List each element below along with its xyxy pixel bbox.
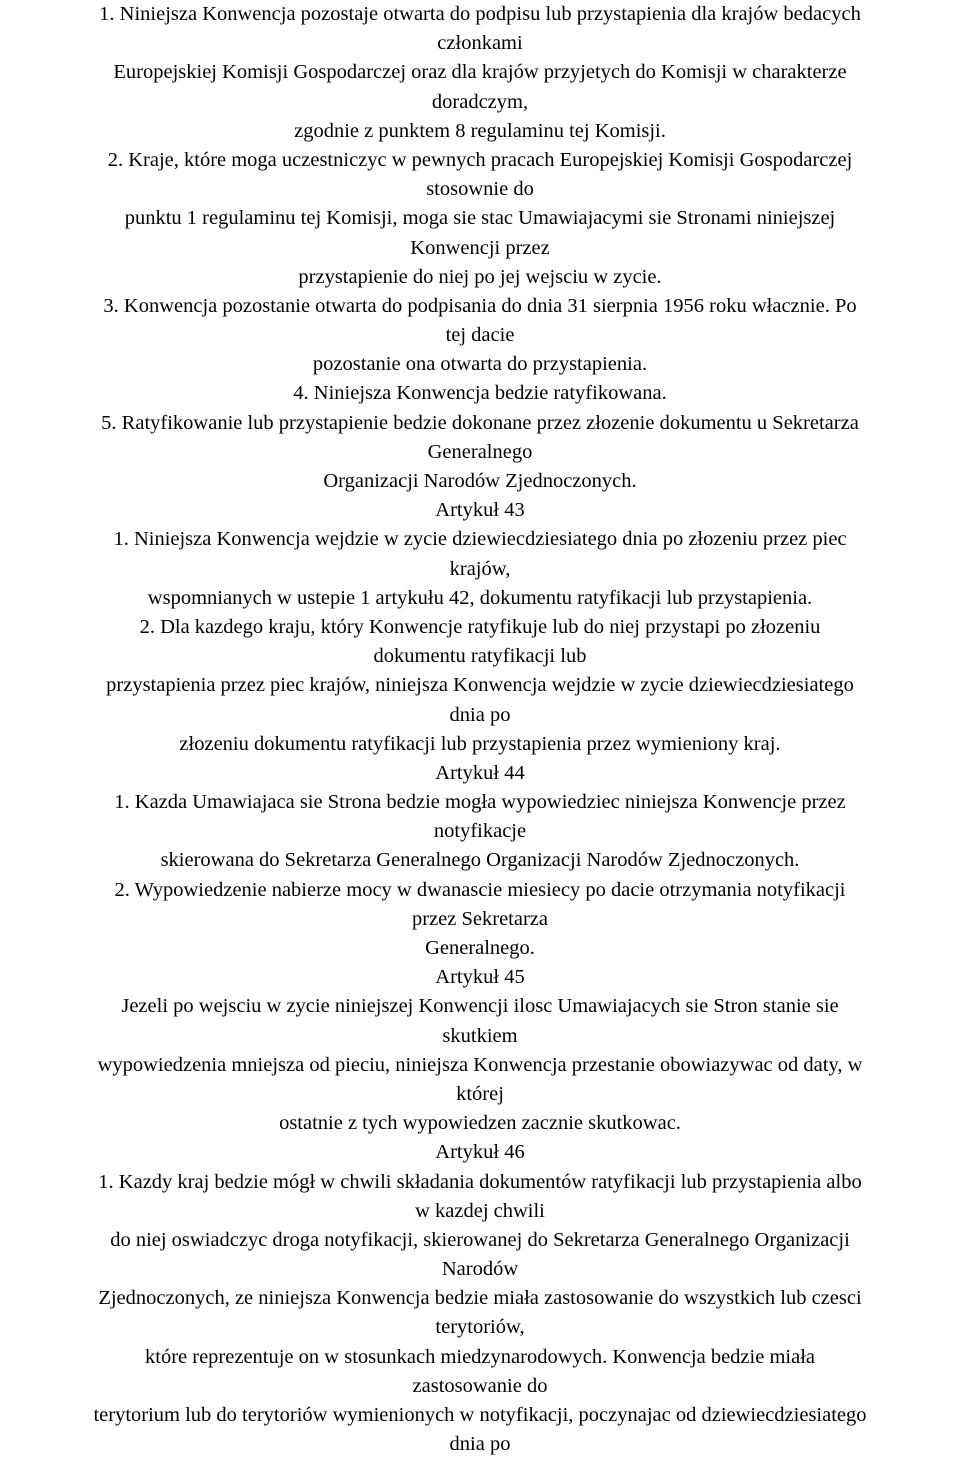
text-line: przystapienie do niej po jej wejsciu w zycie.	[298, 265, 662, 288]
text-line: 3. Konwencja pozostanie otwarta do podpisania do dnia 31 sierpnia 1956 roku włacznie. Po	[103, 294, 857, 317]
text-line: terytoriów,	[435, 1316, 525, 1339]
text-line: 1. Niniejsza Konwencja pozostaje otwarta do podpisu lub przystapienia dla krajów bedacych	[99, 3, 861, 25]
text-line: stosownie do	[426, 178, 534, 201]
text-line: skutkiem	[442, 1024, 518, 1047]
text-line: do niej oswiadczyc droga notyfikacji, skierowanej do Sekretarza Generalnego Organizacji	[110, 1228, 850, 1251]
text-line: wypowiedzenia mniejsza od pieciu, niniejsza Konwencja przestanie obowiazywac od daty, w	[97, 1053, 863, 1076]
text-line: zastosowanie do	[412, 1374, 548, 1397]
text-line: ostatnie z tych wypowiedzen zacznie skutkowac.	[279, 1112, 681, 1135]
text-line: której	[456, 1082, 504, 1105]
text-line: notyfikacje	[433, 820, 527, 843]
text-line: skierowana do Sekretarza Generalnego Organizacji Narodów Zjednoczonych.	[160, 849, 800, 872]
text-line: dnia po	[449, 1433, 511, 1456]
text-line: punktu 1 regulaminu tej Komisji, moga sie stac Umawiajacymi sie Stronami niniejszej	[124, 207, 836, 230]
text-line: pozostanie ona otwarta do przystapienia.	[312, 353, 648, 376]
text-line: Narodów	[441, 1258, 519, 1281]
text-line: wspomnianych w ustepie 1 artykułu 42, dokumentu ratyfikacji lub przystapienia.	[147, 586, 813, 609]
text-line: Organizacji Narodów Zjednoczonych.	[323, 470, 637, 492]
article-heading: Artykuł 44	[435, 761, 525, 784]
text-line: przez Sekretarza	[412, 907, 548, 930]
text-line: członkami	[437, 32, 523, 55]
text-line: w kazdej chwili	[415, 1199, 545, 1222]
text-line: 5. Ratyfikowanie lub przystapienie bedzie dokonane przez złozenie dokumentu u Sekretarza	[101, 411, 859, 434]
text-line: Europejskiej Komisji Gospodarczej oraz dla krajów przyjetych do Komisji w charakterze	[113, 61, 847, 84]
text-line: zgodnie z punktem 8 regulaminu tej Komisji.	[294, 119, 666, 142]
text-line: 4. Niniejsza Konwencja bedzie ratyfikowana.	[293, 382, 667, 405]
text-line: Jezeli po wejsciu w zycie niniejszej Konwencji ilosc Umawiajacych sie Stron stanie sie	[121, 995, 839, 1018]
article-heading: Artykuł 43	[435, 499, 525, 522]
text-line: doradczym,	[431, 90, 529, 113]
article-heading: Artykuł 45	[435, 966, 525, 989]
text-line: krajów,	[449, 557, 511, 580]
text-line: 1. Niniejsza Konwencja wejdzie w zycie dziewiecdziesiatego dnia po złozeniu przez piec	[113, 528, 847, 551]
text-line: Generalnego.	[425, 937, 535, 959]
text-line: złozeniu dokumentu ratyfikacji lub przystapienia przez wymieniony kraj.	[179, 732, 781, 755]
text-line: 2. Dla kazdego kraju, który Konwencje ratyfikuje lub do niej przystapi po złozeniu	[139, 615, 821, 638]
text-line: terytorium lub do terytoriów wymienionych w notyfikacji, poczynajac od dziewiecdziesiatego	[93, 1404, 867, 1426]
text-line: dnia po	[449, 703, 511, 726]
text-line: 1. Kazdy kraj bedzie mógł w chwili składania dokumentów ratyfikacji lub przystapienia albo	[98, 1170, 862, 1193]
text-line: przystapienia przez piec krajów, niniejsza Konwencja wejdzie w zycie dziewiecdziesiatego	[106, 674, 854, 697]
text-line: Generalnego	[427, 440, 533, 463]
text-line: 1. Kazda Umawiajaca sie Strona bedzie mogła wypowiedziec niniejsza Konwencje przez	[114, 791, 846, 814]
text-line: które reprezentuje on w stosunkach miedzynarodowych. Konwencja bedzie miała	[145, 1345, 815, 1368]
text-line: 2. Kraje, które moga uczestniczyc w pewnych pracach Europejskiej Komisji Gospodarczej	[107, 148, 853, 171]
text-line: tej dacie	[445, 324, 515, 347]
article-heading: Artykuł 46	[435, 1141, 525, 1164]
text-line: Zjednoczonych, ze niniejsza Konwencja bedzie miała zastosowanie do wszystkich lub czesci	[98, 1287, 862, 1310]
text-line: dokumentu ratyfikacji lub	[373, 645, 587, 668]
text-line: Konwencji przez	[410, 236, 550, 259]
text-line: 2. Wypowiedzenie nabierze mocy w dwanascie miesiecy po dacie otrzymania notyfikacji	[114, 878, 846, 901]
